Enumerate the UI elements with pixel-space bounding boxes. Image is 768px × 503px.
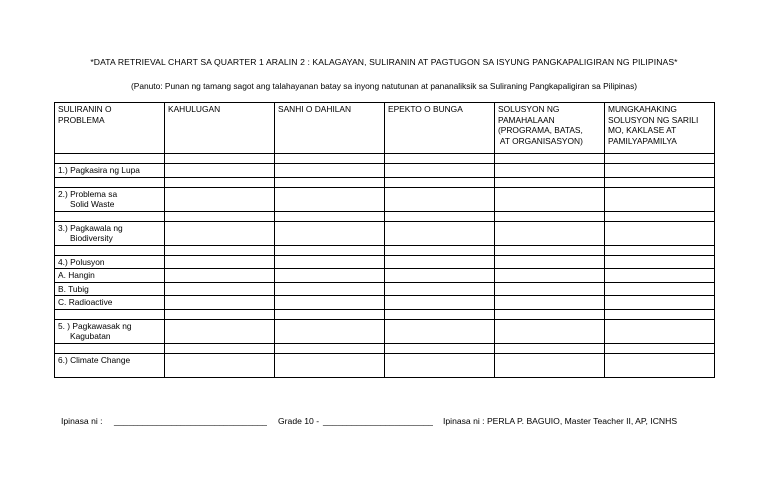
header-line: MUNGKAHAKING	[608, 104, 677, 114]
table-row	[55, 319, 715, 343]
row-label	[55, 319, 165, 343]
header-solusyon-pamahalaan	[495, 103, 605, 154]
header-line: PAMILYAPAMILYA	[608, 135, 677, 146]
spacer-row	[55, 343, 715, 353]
row-label-line: Biodiversity	[70, 233, 113, 243]
header-line: PAMAHALAAN	[498, 114, 555, 125]
row-label-line: 5. ) Pagkawasak ng	[58, 320, 132, 331]
table-row	[55, 255, 715, 269]
submitted-by-line: ________________________________	[114, 416, 267, 426]
spacer-row	[55, 177, 715, 187]
row-label	[55, 187, 165, 211]
row-label: 6.) Climate Change	[55, 353, 165, 377]
row-label: B. Tubig	[55, 282, 165, 296]
header-kahulugan	[165, 103, 275, 154]
table-row	[55, 353, 715, 377]
header-epekto	[385, 103, 495, 154]
row-label: A. Hangin	[55, 269, 165, 283]
table-row	[55, 282, 715, 296]
spacer-row	[55, 154, 715, 164]
row-label-line: Solid Waste	[70, 199, 115, 209]
header-line: SOLUSYON NG SARILI	[608, 114, 699, 125]
submitted-to-text: Ipinasa ni : PERLA P. BAGUIO, Master Teacher II, AP, ICNHS	[443, 416, 678, 426]
table-row	[55, 269, 715, 283]
header-line: (PROGRAMA, BATAS,	[498, 125, 583, 135]
header-row	[55, 103, 715, 154]
header-line: PROBLEMA	[58, 114, 105, 125]
header-line: AT ORGANISASYON)	[498, 135, 583, 146]
row-label: 1.) Pagkasira ng Lupa	[55, 164, 165, 178]
row-label	[55, 221, 165, 245]
row-label-line: 3.) Pagkawala ng	[58, 222, 123, 233]
data-retrieval-chart	[54, 102, 715, 378]
table-row	[55, 221, 715, 245]
header-mungkahing-solusyon	[605, 103, 715, 154]
row-label: C. Radioactive	[55, 296, 165, 310]
header-line: EPEKTO O BUNGA	[388, 104, 463, 114]
spacer-row	[55, 211, 715, 221]
row-label-line: 2.) Problema sa	[58, 188, 118, 199]
page-title: *DATA RETRIEVAL CHART SA QUARTER 1 ARALIN 2 : KALAGAYAN, SULIRANIN AT PAGTUGON SA ISYUNG PANGKAPALIGIRAN NG PILIPINAS*	[90, 57, 678, 67]
row-label: 4.) Polusyon	[55, 255, 165, 269]
header-suliranin	[55, 103, 165, 154]
grade-line: _______________________	[323, 416, 433, 426]
header-line: SOLUSYON NG	[498, 104, 560, 114]
header-line: KAHULUGAN	[168, 104, 221, 114]
header-line: SANHI O DAHILAN	[278, 104, 352, 114]
header-line: SULIRANIN O	[58, 104, 112, 114]
table-row	[55, 164, 715, 178]
instructions: (Panuto: Punan ng tamang sagot ang talahayanan batay sa inyong natutunan at pananaliksik sa Suliraning Pangkapaligiran sa Pilipinas)	[130, 81, 638, 91]
submitted-by-label: Ipinasa ni :	[61, 416, 103, 426]
spacer-row	[55, 309, 715, 319]
header-sanhi	[275, 103, 385, 154]
spacer-row	[55, 245, 715, 255]
header-line: MO, KAKLASE AT	[608, 125, 677, 135]
table-row	[55, 187, 715, 211]
grade-label: Grade 10 -	[278, 416, 320, 426]
table-row	[55, 296, 715, 310]
row-label-line: Kagubatan	[70, 331, 111, 341]
